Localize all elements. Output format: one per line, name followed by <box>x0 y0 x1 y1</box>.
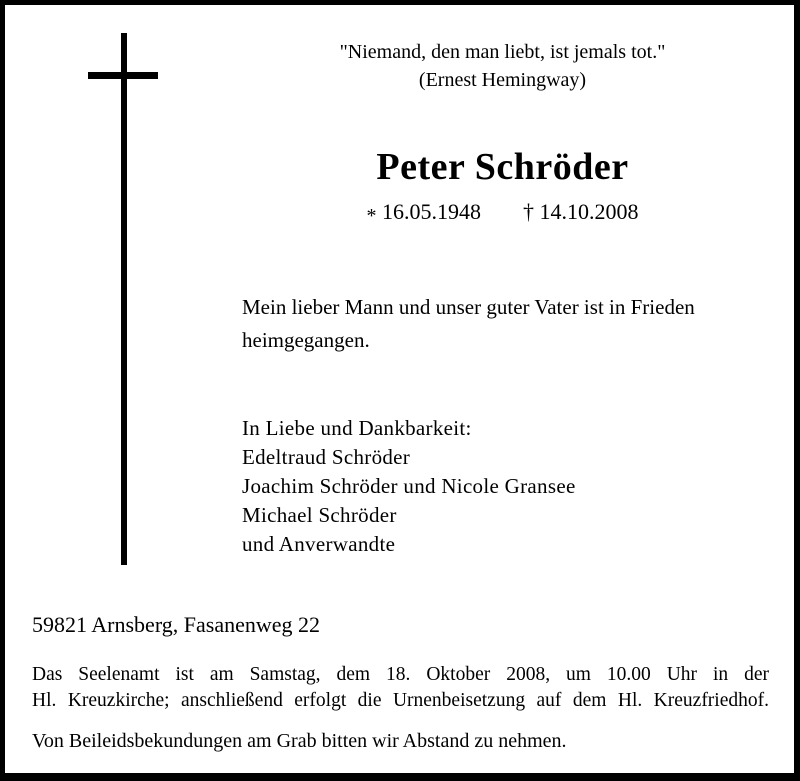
quote-attribution: (Ernest Hemingway) <box>418 69 587 91</box>
farewell-message-line2: heimgegangen. <box>242 328 370 352</box>
service-announcement <box>32 662 769 714</box>
service-announcement-line2: Hl. Kreuzkirche; anschließend erfolgt die Urnenbeisetzung auf dem Hl. Kreuzfriedhof. <box>32 690 769 711</box>
farewell-message-line1: Mein lieber Mann und unser guter Vater ist in Frieden <box>242 295 695 319</box>
address-line: 59821 Arnsberg, Fasanenweg 22 <box>32 612 320 637</box>
death-date-group <box>523 199 639 224</box>
life-dates <box>205 198 800 227</box>
mourner-name: Joachim Schröder und Nicole Gransee <box>242 474 576 498</box>
birth-date-group <box>366 199 482 227</box>
birth-date: 16.05.1948 <box>382 199 481 224</box>
death-date: 14.10.2008 <box>539 199 639 224</box>
mourner-name: und Anverwandte <box>242 532 396 556</box>
deceased-name: Peter Schröder <box>376 146 629 188</box>
quote-text: "Niemand, den man liebt, ist jemals tot." <box>339 41 666 63</box>
mourners-intro: In Liebe und Dankbarkeit: <box>242 416 472 440</box>
condolence-note: Von Beileidsbekundungen am Grab bitten wir Abstand zu nehmen. <box>32 730 567 752</box>
cross-horizontal-bar <box>88 72 158 79</box>
mourner-name: Edeltraud Schröder <box>242 445 411 469</box>
mourners-list <box>242 414 782 559</box>
farewell-message <box>242 291 782 357</box>
born-star-icon: * <box>366 205 377 227</box>
mourner-name: Michael Schröder <box>242 503 397 527</box>
died-dagger-icon: † <box>523 199 534 224</box>
cross-vertical-bar <box>121 33 127 565</box>
service-announcement-line1: Das Seelenamt ist am Samstag, dem 18. Oktober 2008, um 10.00 Uhr in der <box>32 664 769 685</box>
memorial-quote <box>205 38 800 94</box>
